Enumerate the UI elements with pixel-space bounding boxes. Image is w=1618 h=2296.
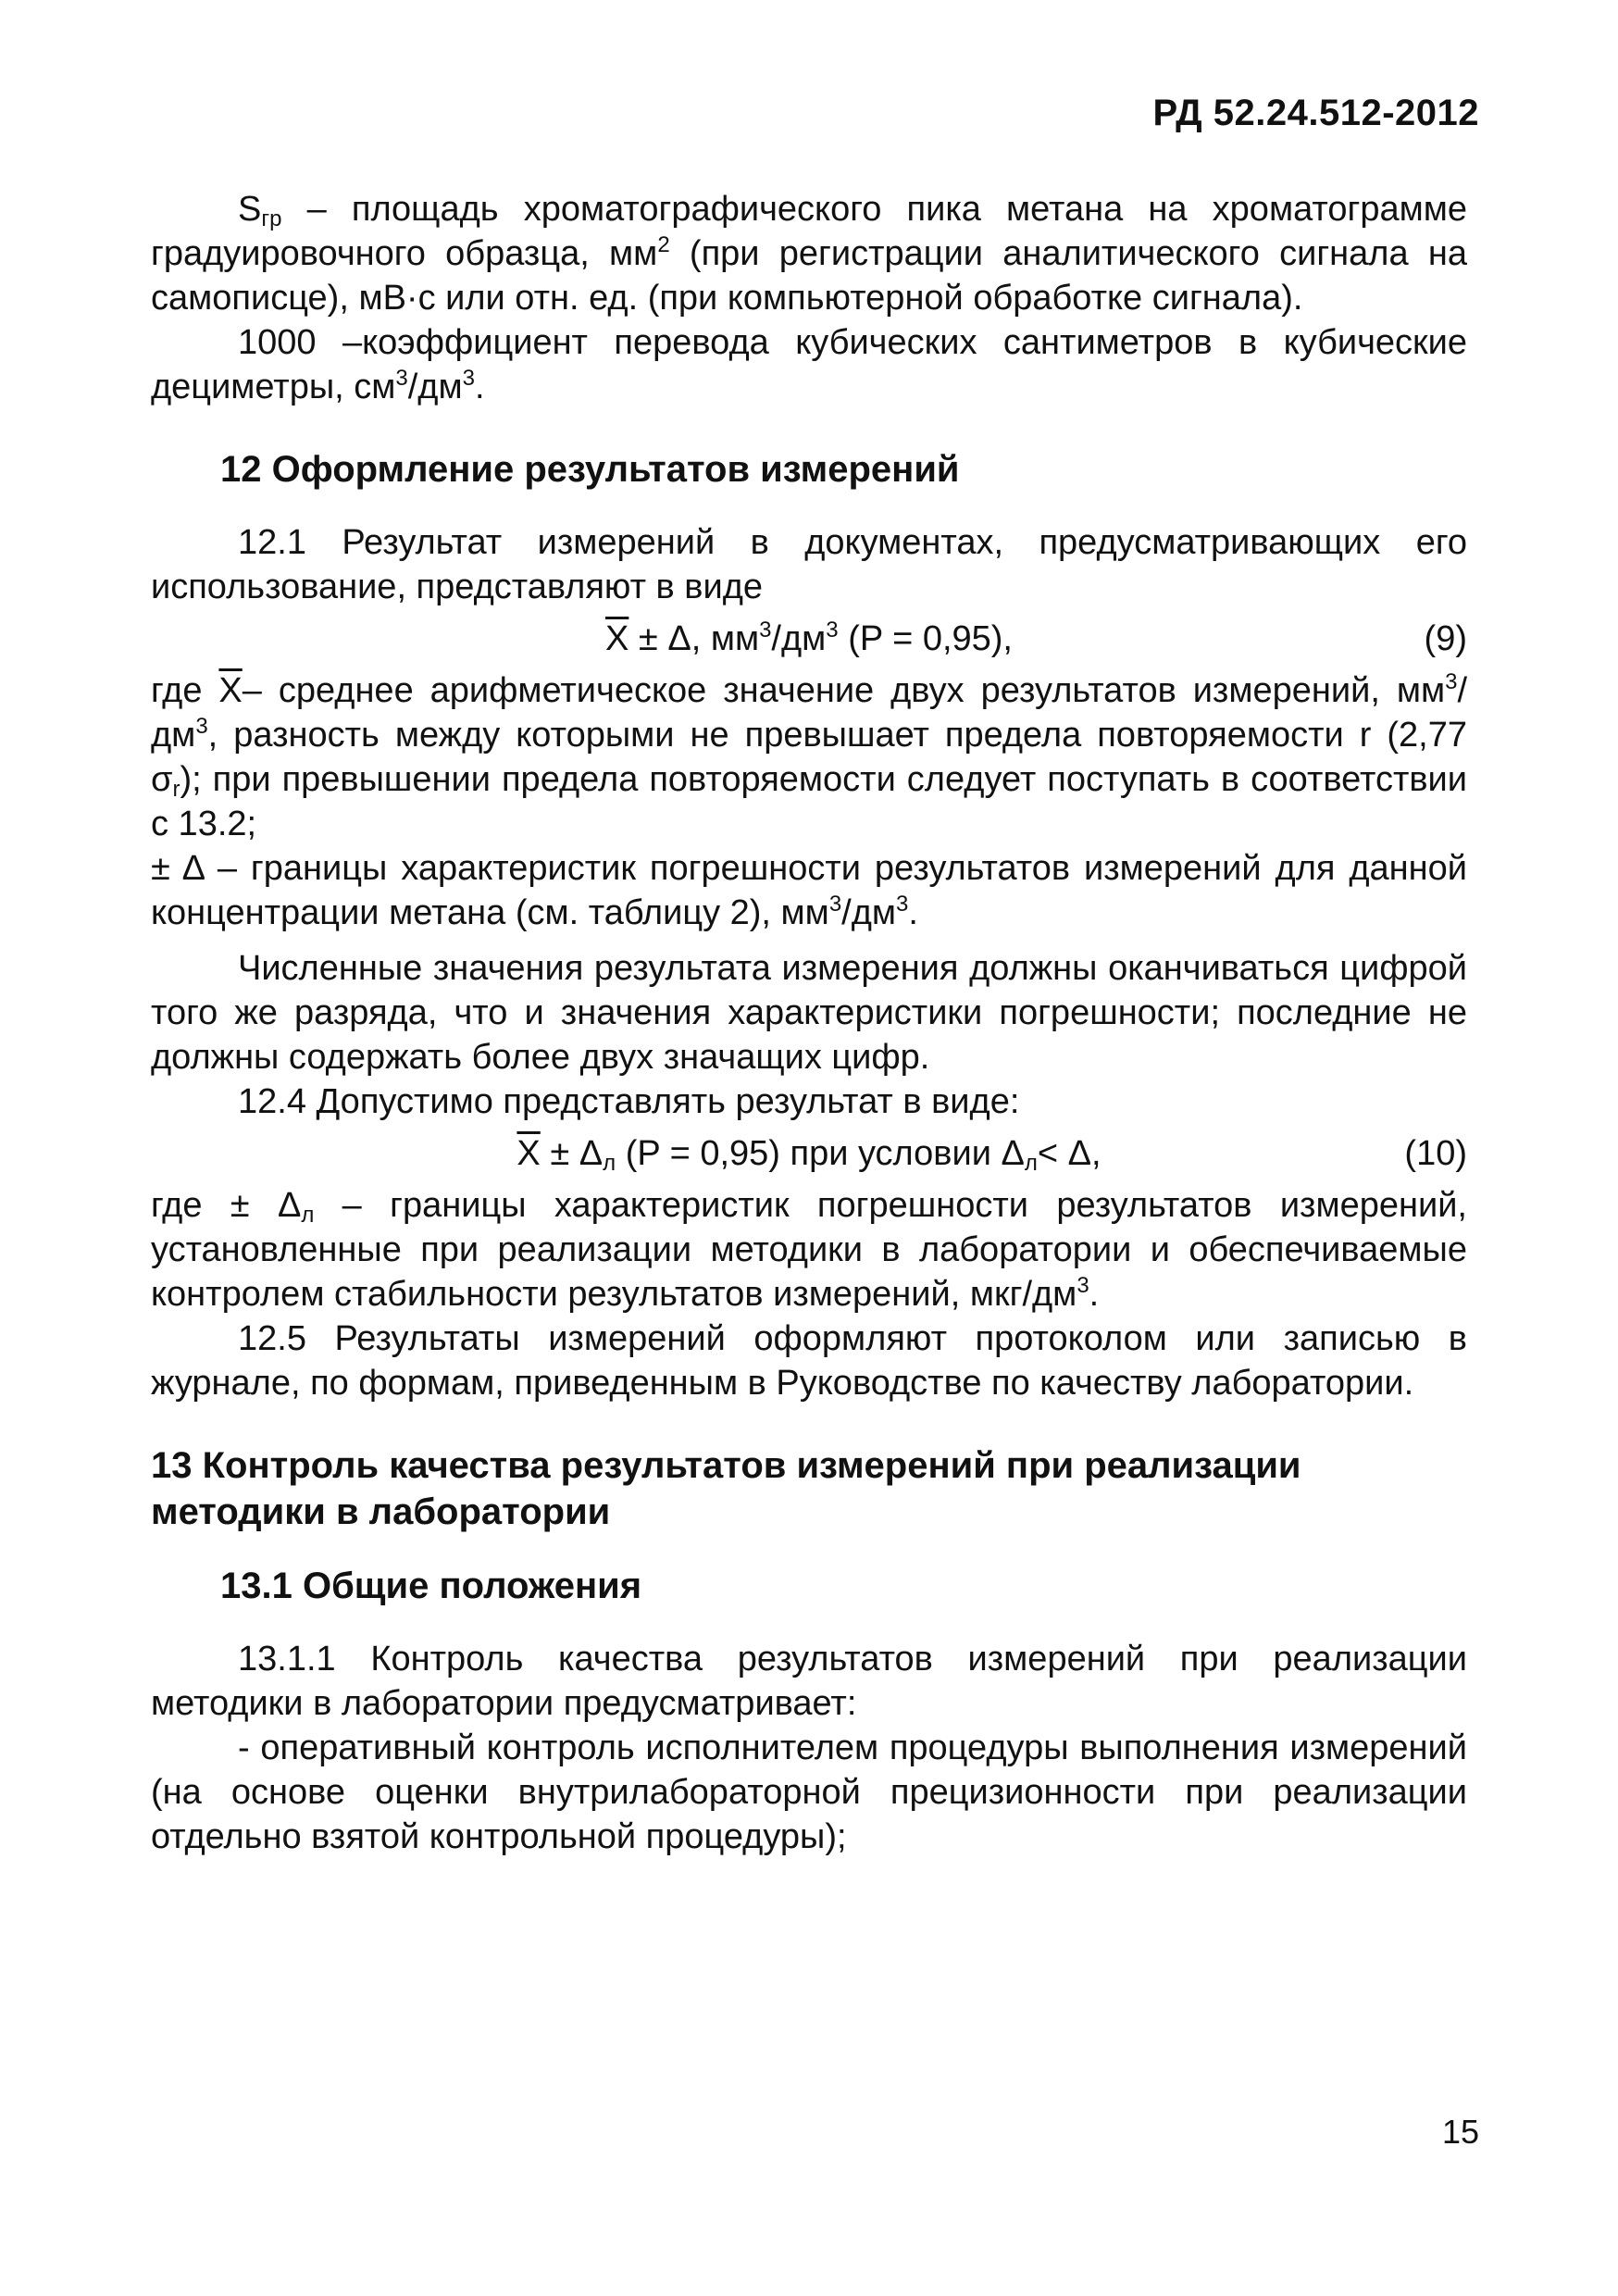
formula-10 [151,1131,1467,1176]
formula-10-number: (10) [1404,1134,1467,1173]
paragraph-numeric-values: Численные значения результата измерения должны оканчиваться цифрой того же разряда, что и значения характеристики погрешности; последние не должны содержать более двух значащих цифр. [151,949,1467,1077]
text: /дм [407,368,463,406]
paragraph-12-1: 12.1 Результат измерений в документах, предусматривающих его использование, представляют в виде [151,523,1467,606]
paragraph-sgr [151,187,1467,320]
document-code: РД 52.24.512-2012 [1152,93,1479,133]
symbol-s: S [238,190,262,229]
formula-9 [151,617,1467,661]
paragraph-12-4: 12.4 Допустимо представлять результат в виде: [238,1082,1020,1121]
section-heading-13: 13 Контроль качества результатов измерений при реализации методики в лаборатории [151,1445,1301,1532]
formula-10-expression: $\overline{X} \pm \Delta_л$ (P = 0,95) при условии $\Delta_л< \Delta$, [517,1134,1101,1176]
x-bar: $\overline{X}$ [604,619,629,658]
superscript: 3 [395,366,408,391]
subsection-heading-13-1: 13.1 Общие положения [220,1566,642,1606]
formula-9-number: (9) [1424,619,1467,658]
subscript-gr: гр [261,206,282,231]
paragraph-12-5: 12.5 Результаты измерений оформляют протоколом или записью в журнале, по формам, приведенным в Руководстве по качеству лаборатории. [151,1319,1467,1403]
superscript: 3 [462,366,475,391]
x-bar: $\overline{X}$ [517,1134,541,1173]
text: – площадь хроматографического пика метана на хроматограмме градуировочного образца, мм [151,190,1467,273]
x-bar: $\overline{X}$ [218,671,243,710]
paragraph-where-delta-l: где ± $\Delta_л$ – границы характеристик погрешности результатов измерений, установленные при реализации методики в лаборатории и обеспечиваемые контролем стабильности результатов измерений, мкг/$дм^3$. [151,1186,1467,1314]
page-content [151,187,1467,1859]
text: . [474,368,485,406]
text: 1000 –коэффициент перевода кубических сантиметров в кубические дециметры, см [151,323,1467,406]
superscript: 2 [657,232,670,257]
formula-9-expression: $\overline{X} \pm \Delta$, $мм^3/дм^3$ (P = 0,95), [604,618,1013,658]
section-heading-12: 12 Оформление результатов измерений [220,449,960,490]
page-number: 15 [1441,2113,1479,2151]
paragraph-delta: ± Δ – границы характеристик погрешности результатов измерений для данной концентрации метана (см. таблицу 2), $мм^3/дм^3$. [151,849,1467,932]
paragraph-13-1-1: 13.1.1 Контроль качества результатов измерений при реализации методики в лаборатории предусматривает: [151,1640,1467,1723]
paragraph-where-x: где $\overline{X}-$ среднее арифметическое значение двух результатов измерений, $мм^3/дм^3$, разность между которыми не превышает предела повторяемости r (2,77 $\sigma_r$); при превышении предела повторяемости следует поступать в соответствии с 13.2; [151,669,1467,843]
paragraph-operative-control: - оперативный контроль исполнителем процедуры выполнения измерений (на основе оценки внутрилабораторной прецизионности при реализации отдельно взятой контрольной процедуры); [151,1728,1467,1856]
text: (при регистрации аналитического сигнала на самописце), мВ·с или отн. ед. (при компьютерной обработке сигнала). [151,234,1467,318]
paragraph-1000 [151,320,1467,409]
